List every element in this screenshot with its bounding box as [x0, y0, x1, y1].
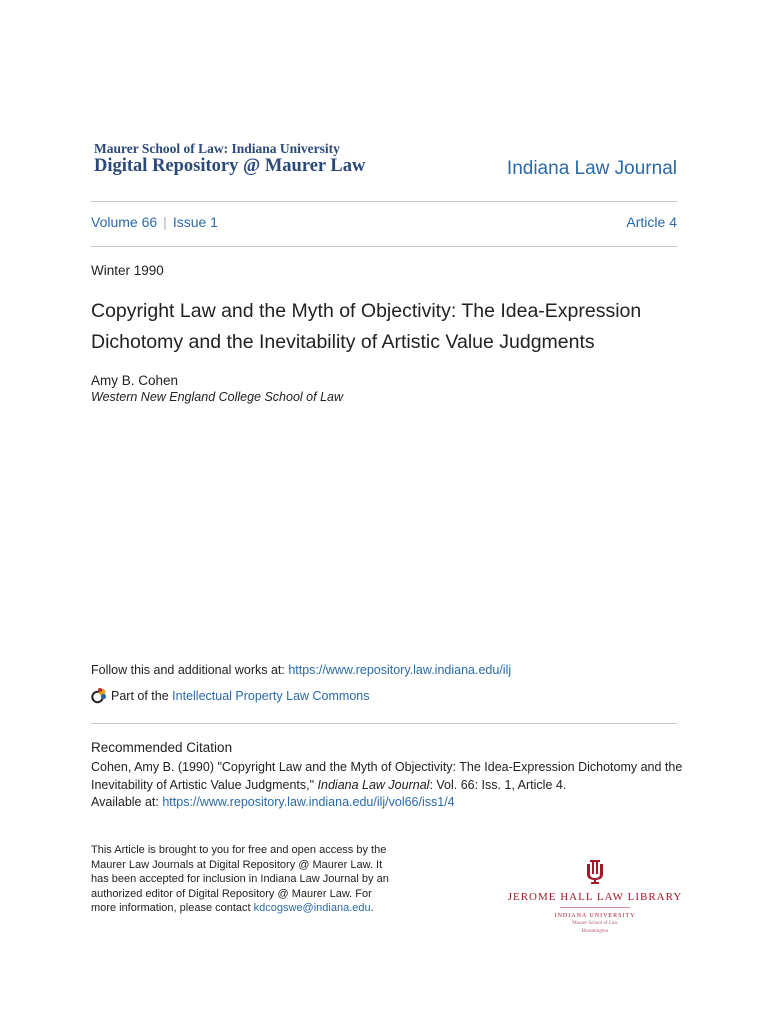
part-of-line	[91, 687, 369, 704]
follow-line	[91, 663, 511, 677]
commons-link[interactable]: Intellectual Property Law Commons	[172, 688, 370, 703]
volume-issue	[91, 214, 218, 230]
follow-url-link[interactable]: https://www.repository.law.indiana.edu/ilj	[288, 663, 512, 677]
commons-icon	[91, 687, 108, 704]
citation-journal: Indiana Law Journal	[317, 777, 430, 792]
contact-email-link[interactable]: kdcogswe@indiana.edu	[253, 902, 371, 915]
library-name: JEROME HALL LAW LIBRARY	[507, 891, 683, 903]
library-city: Bloomington	[581, 929, 609, 934]
issue-divider	[91, 246, 677, 247]
part-of-text: Part of the	[111, 688, 169, 703]
available-url-link[interactable]: https://www.repository.law.indiana.edu/ilj/vol66/iss1/4	[162, 795, 455, 809]
publication-date: Winter 1990	[91, 263, 164, 278]
citation-body: Cohen, Amy B. (1990) "Copyright Law and the Myth of Objectivity: The Idea-Expression Dichotomy and the Inevitability of Artistic Value Judgments,"	[91, 760, 683, 792]
header-divider	[91, 201, 677, 202]
library-divider	[560, 907, 630, 908]
citation-heading: Recommended Citation	[91, 740, 233, 755]
author-affiliation: Western New England College School of Law	[91, 390, 343, 404]
access-end: .	[370, 902, 374, 915]
iu-trident-icon	[584, 858, 606, 884]
journal-title-link[interactable]: Indiana Law Journal	[506, 158, 677, 179]
citation-text	[91, 759, 691, 812]
citation-volume: : Vol. 66: Iss. 1, Article 4.	[429, 777, 567, 792]
author-name: Amy B. Cohen	[91, 373, 179, 388]
school-name: Maurer School of Law: Indiana University	[94, 141, 340, 156]
article-link[interactable]: Article 4	[626, 214, 677, 230]
separator: |	[163, 214, 167, 230]
issue-link[interactable]: Issue 1	[172, 214, 218, 230]
library-school: Maurer School of Law	[572, 921, 618, 926]
available-label: Available at:	[91, 795, 163, 809]
citation-divider	[91, 723, 677, 724]
library-logo	[505, 858, 685, 935]
library-university: INDIANA UNIVERSITY	[554, 913, 636, 919]
access-statement	[91, 843, 391, 916]
repository-name[interactable]: Digital Repository @ Maurer Law	[94, 156, 366, 176]
volume-link[interactable]: Volume 66	[91, 214, 158, 230]
article-title: Copyright Law and the Myth of Objectivity: The Idea-Expression Dichotomy and the Inevitability of Artistic Value Judgments	[91, 300, 642, 353]
access-text: This Article is brought to you for free and open access by the Maurer Law Journals at Digital Repository @ Maurer Law. It has been accepted for inclusion in Indiana Law Journal by an authorized editor of Digital Repository @ Maurer Law. For more information, please contact	[91, 844, 389, 915]
follow-text: Follow this and additional works at:	[91, 663, 289, 677]
